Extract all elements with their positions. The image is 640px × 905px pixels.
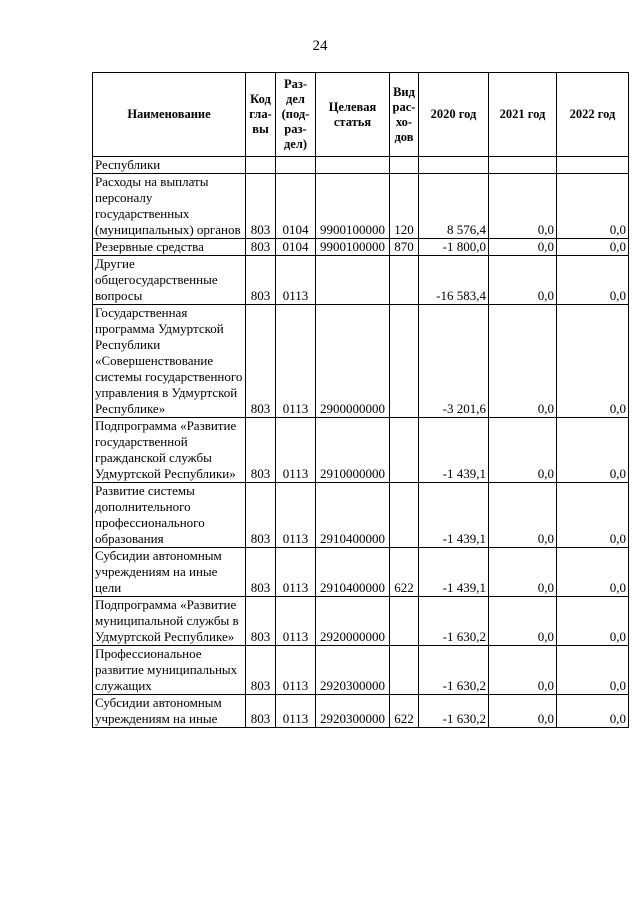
cell-article: 2910400000 [316,548,390,597]
cell-year-2022: 0,0 [557,418,629,483]
cell-year-2021: 0,0 [489,174,557,239]
cell-section: 0113 [276,597,316,646]
cell-year-2022: 0,0 [557,548,629,597]
cell-year-2020: -1 439,1 [419,548,489,597]
cell-kind: 120 [390,174,419,239]
cell-section: 0113 [276,548,316,597]
cell-name: Подпрограмма «Развитие государственной гражданской службы Удмуртской Республики» [93,418,246,483]
cell-article: 2910400000 [316,483,390,548]
table-row [93,548,629,597]
header-name: Наименование [93,73,246,157]
cell-year-2021: 0,0 [489,646,557,695]
header-section: Раз- дел (под- раз- дел) [276,73,316,157]
cell-kind [390,305,419,418]
cell-kind [390,256,419,305]
table-row [93,483,629,548]
cell-article: 2910000000 [316,418,390,483]
cell-code: 803 [246,418,276,483]
cell-section: 0113 [276,646,316,695]
table-row [93,597,629,646]
cell-code: 803 [246,646,276,695]
cell-article: 2920300000 [316,646,390,695]
header-article: Целевая статья [316,73,390,157]
cell-name: Субсидии автономным учреждениям на иные цели [93,548,246,597]
cell-name: Субсидии автономным учреждениям на иные [93,695,246,728]
cell-section: 0113 [276,305,316,418]
cell-article: 9900100000 [316,174,390,239]
cell-code: 803 [246,695,276,728]
cell-year-2021: 0,0 [489,418,557,483]
cell-name: Профессиональное развитие муниципальных служащих [93,646,246,695]
cell-year-2021: 0,0 [489,305,557,418]
cell-kind: 870 [390,239,419,256]
header-year-2020: 2020 год [419,73,489,157]
cell-name: Резервные средства [93,239,246,256]
cell-name: Подпрограмма «Развитие муниципальной службы в Удмуртской Республике» [93,597,246,646]
cell-year-2021: 0,0 [489,695,557,728]
table-row [93,174,629,239]
cell-year-2022: 0,0 [557,256,629,305]
cell-year-2021: 0,0 [489,548,557,597]
table-row [93,239,629,256]
cell-name: Развитие системы дополнительного профессионального образования [93,483,246,548]
header-code: Код гла- вы [246,73,276,157]
table-row [93,695,629,728]
cell-section: 0104 [276,239,316,256]
table-row [93,256,629,305]
cell-year-2022: 0,0 [557,483,629,548]
cell-section: 0113 [276,483,316,548]
cell-kind [390,418,419,483]
table-row [93,418,629,483]
table-row [93,305,629,418]
cell-section: 0104 [276,174,316,239]
cell-year-2020: -1 630,2 [419,597,489,646]
cell-kind [390,597,419,646]
cell-kind: 622 [390,548,419,597]
cell-article [316,256,390,305]
cell-name: Республики [93,157,246,174]
page-number: 24 [312,38,328,54]
cell-year-2020: -1 630,2 [419,646,489,695]
cell-year-2020 [419,157,489,174]
cell-section: 0113 [276,695,316,728]
cell-year-2020: -16 583,4 [419,256,489,305]
table-header-row [93,73,629,157]
cell-year-2022: 0,0 [557,695,629,728]
cell-year-2022: 0,0 [557,239,629,256]
cell-code: 803 [246,174,276,239]
cell-section [276,157,316,174]
cell-year-2021: 0,0 [489,483,557,548]
cell-section: 0113 [276,418,316,483]
cell-year-2022: 0,0 [557,305,629,418]
cell-year-2020: 8 576,4 [419,174,489,239]
cell-year-2021: 0,0 [489,597,557,646]
cell-year-2020: -1 800,0 [419,239,489,256]
cell-kind [390,483,419,548]
header-kind: Вид рас- хо- дов [390,73,419,157]
cell-year-2020: -3 201,6 [419,305,489,418]
cell-article: 9900100000 [316,239,390,256]
cell-name: Другие общегосударственные вопросы [93,256,246,305]
budget-table [92,72,629,728]
cell-code: 803 [246,548,276,597]
cell-year-2022: 0,0 [557,597,629,646]
cell-year-2020: -1 439,1 [419,483,489,548]
cell-year-2020: -1 439,1 [419,418,489,483]
header-year-2022: 2022 год [557,73,629,157]
cell-code [246,157,276,174]
cell-code: 803 [246,597,276,646]
cell-year-2021 [489,157,557,174]
cell-code: 803 [246,239,276,256]
cell-year-2020: -1 630,2 [419,695,489,728]
table-row [93,157,629,174]
cell-name: Расходы на выплаты персоналу государственных (муниципальных) органов [93,174,246,239]
cell-code: 803 [246,256,276,305]
cell-article: 2900000000 [316,305,390,418]
cell-article: 2920000000 [316,597,390,646]
cell-section: 0113 [276,256,316,305]
cell-year-2021: 0,0 [489,256,557,305]
cell-name: Государственная программа Удмуртской Республики «Совершенствование системы государственного управления в Удмуртской Республике» [93,305,246,418]
cell-code: 803 [246,305,276,418]
cell-code: 803 [246,483,276,548]
cell-kind: 622 [390,695,419,728]
cell-year-2022: 0,0 [557,646,629,695]
cell-year-2021: 0,0 [489,239,557,256]
cell-year-2022: 0,0 [557,174,629,239]
cell-kind [390,646,419,695]
cell-year-2022 [557,157,629,174]
cell-article [316,157,390,174]
table-row [93,646,629,695]
cell-kind [390,157,419,174]
cell-article: 2920300000 [316,695,390,728]
header-year-2021: 2021 год [489,73,557,157]
